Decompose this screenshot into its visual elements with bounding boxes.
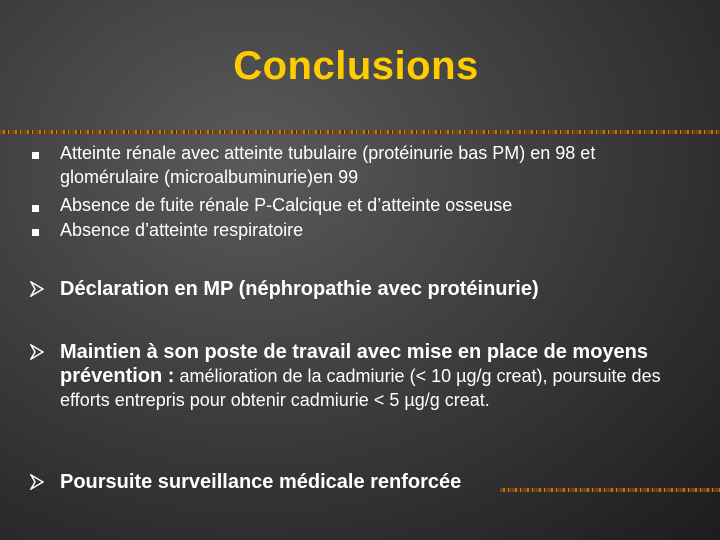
- square-bullet-icon: [32, 205, 39, 212]
- arrow-bullet-icon: [30, 281, 44, 297]
- maintien-text: [60, 340, 670, 412]
- slide-title: Conclusions: [233, 44, 479, 88]
- bottom-divider: [500, 488, 720, 492]
- maintien-lead: Maintien à son poste de travail avec mise en place de moyens prévention :: [60, 341, 649, 387]
- arrow-bullet-icon: [30, 344, 44, 360]
- square-bullet-icon: [32, 152, 39, 159]
- poursuite-text: Poursuite surveillance médicale renforcée: [60, 471, 462, 493]
- maintien-rest: amélioration de la cadmiurie (< 10 µg/g creat), poursuite des efforts entrepris pour obtenir cadmiurie < 5 µg/g creat.: [60, 366, 661, 410]
- bullet-calcium: Absence de fuite rénale P-Calcique et d’atteinte osseuse: [60, 195, 513, 215]
- declaration-text: Déclaration en MP (néphropathie avec protéinurie): [60, 278, 539, 300]
- bullet-respiratory: Absence d’atteinte respiratoire: [60, 220, 304, 240]
- title-divider: [0, 130, 720, 134]
- bullet-renal: Atteinte rénale avec atteinte tubulaire (protéinurie bas PM) en 98 et glomérulaire (microalbuminurie)en 99: [60, 143, 596, 187]
- arrow-bullet-icon: [30, 474, 44, 490]
- square-bullet-icon: [32, 229, 39, 236]
